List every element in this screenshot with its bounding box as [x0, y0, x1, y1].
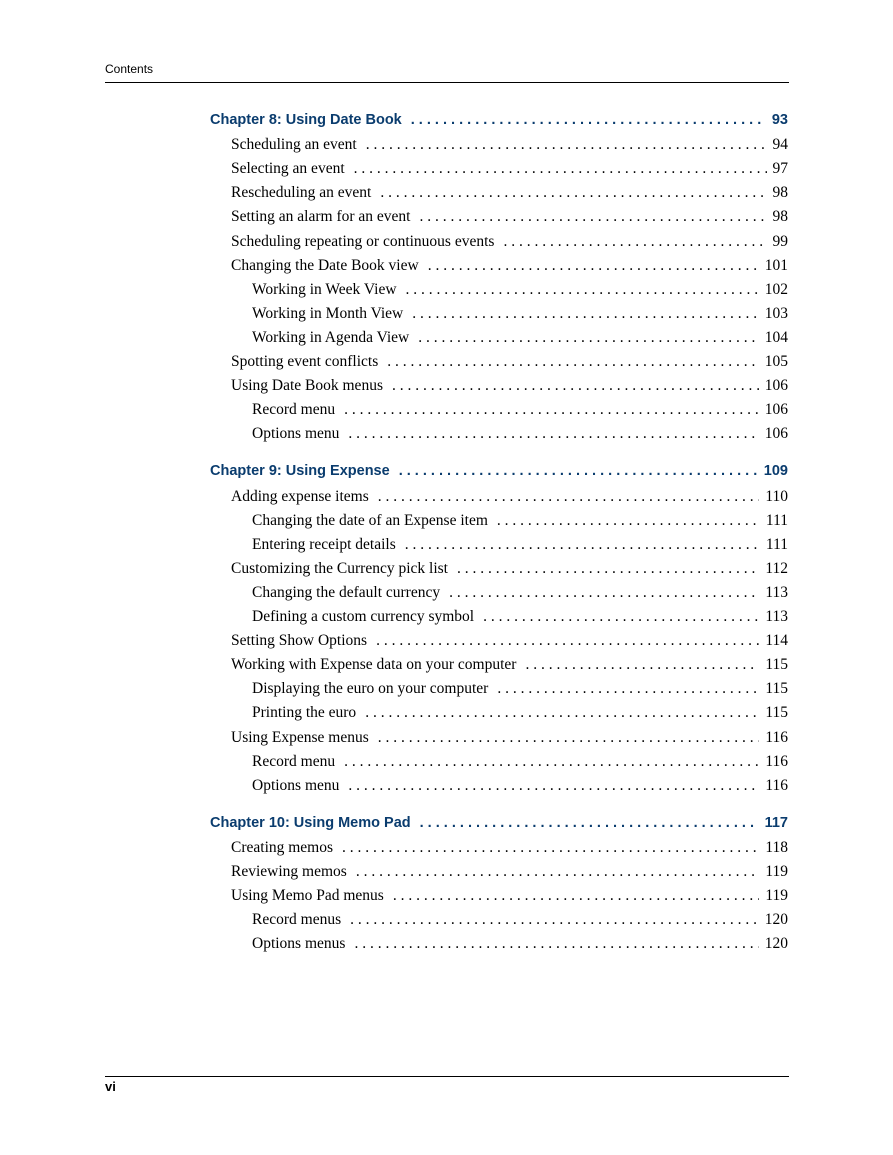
- dot-leader: [344, 401, 759, 419]
- toc-entry-page: 98: [772, 208, 788, 226]
- toc-entry-page: 93: [771, 112, 788, 128]
- toc-entry-page: 98: [772, 184, 788, 202]
- toc-entry-page: 119: [765, 863, 788, 880]
- toc-entry-page: 116: [765, 752, 788, 770]
- toc-entry-title: Setting Show Options: [231, 632, 368, 650]
- dot-leader: [399, 463, 758, 479]
- toc-chapter-entry[interactable]: [210, 112, 788, 134]
- toc-entry[interactable]: [252, 281, 788, 303]
- toc-entry[interactable]: [231, 257, 788, 279]
- dot-leader: [376, 632, 759, 650]
- toc-entry-title: Chapter 10: Using Memo Pad: [210, 814, 411, 831]
- dot-leader: [449, 584, 759, 602]
- toc-entry[interactable]: [231, 560, 788, 582]
- toc-entry[interactable]: [252, 329, 788, 351]
- toc-entry-page: 116: [765, 776, 788, 794]
- toc-entry[interactable]: [252, 608, 788, 630]
- dot-leader: [356, 863, 760, 881]
- toc-entry[interactable]: [231, 632, 788, 654]
- toc-entry-title: Using Date Book menus: [231, 377, 383, 395]
- toc-entry-title: Scheduling repeating or continuous events: [231, 232, 495, 250]
- dot-leader: [483, 608, 759, 626]
- dot-leader: [393, 887, 759, 905]
- toc-entry-title: Creating memos: [231, 838, 334, 856]
- dot-leader: [525, 656, 759, 674]
- dot-leader: [348, 425, 758, 443]
- dot-leader: [411, 112, 766, 128]
- toc-entry-title: Using Memo Pad menus: [231, 887, 384, 905]
- dot-leader: [497, 680, 759, 698]
- toc-entry[interactable]: [231, 208, 788, 230]
- running-head: Contents: [105, 62, 154, 76]
- toc-entry-title: Record menus: [252, 911, 342, 929]
- dot-leader: [350, 911, 759, 929]
- toc-entry[interactable]: [231, 184, 788, 206]
- dot-leader: [348, 777, 759, 795]
- dot-leader: [412, 305, 759, 323]
- dot-leader: [380, 184, 766, 202]
- toc-entry-page: 117: [764, 814, 788, 831]
- toc-entry-page: 103: [764, 304, 788, 322]
- toc-entry-page: 106: [764, 425, 788, 443]
- toc-entry-page: 111: [765, 535, 788, 553]
- toc-entry-title: Rescheduling an event: [231, 184, 372, 202]
- toc-entry-title: Chapter 9: Using Expense: [210, 463, 390, 480]
- dot-leader: [344, 753, 759, 771]
- toc-entry-page: 116: [765, 728, 788, 746]
- toc-entry-page: 115: [765, 656, 788, 674]
- toc-entry[interactable]: [252, 425, 788, 447]
- dot-leader: [378, 729, 760, 747]
- toc-entry-title: Adding expense items: [231, 487, 369, 505]
- toc-entry-title: Customizing the Currency pick list: [231, 559, 448, 577]
- toc-entry[interactable]: [231, 233, 788, 255]
- toc-entry-page: 119: [765, 887, 788, 905]
- dot-leader: [378, 488, 760, 506]
- toc-entry[interactable]: [252, 704, 788, 726]
- toc-entry-title: Changing the Date Book view: [231, 256, 419, 274]
- dot-leader: [420, 815, 759, 831]
- toc-entry[interactable]: [252, 777, 788, 799]
- toc-entry-title: Scheduling an event: [231, 136, 357, 154]
- dot-leader: [419, 208, 766, 226]
- toc-entry-title: Working in Agenda View: [252, 328, 410, 346]
- toc-entry[interactable]: [252, 584, 788, 606]
- toc-entry-title: Chapter 8: Using Date Book: [210, 112, 402, 128]
- toc-entry[interactable]: [252, 305, 788, 327]
- dot-leader: [354, 160, 767, 178]
- toc-entry[interactable]: [252, 680, 788, 702]
- toc-entry-title: Spotting event conflicts: [231, 353, 379, 370]
- toc-entry-page: 113: [765, 583, 788, 601]
- toc-entry-title: Entering receipt details: [252, 535, 396, 553]
- toc-entry[interactable]: [252, 401, 788, 423]
- toc-entry[interactable]: [231, 656, 788, 678]
- dot-leader: [392, 377, 759, 395]
- toc-entry-title: Printing the euro: [252, 704, 357, 722]
- toc-entry-page: 101: [764, 256, 788, 274]
- toc-entry-title: Changing the default currency: [252, 583, 441, 601]
- dot-leader: [406, 281, 759, 299]
- toc-entry-title: Options menu: [252, 776, 340, 794]
- toc-entry-page: 106: [764, 401, 788, 419]
- toc-entry-page: 102: [764, 280, 788, 298]
- toc-entry-page: 111: [765, 511, 788, 529]
- toc-entry[interactable]: [231, 160, 788, 182]
- toc-entry-title: Options menu: [252, 425, 340, 443]
- toc-entry[interactable]: [231, 863, 788, 885]
- toc-entry-page: 114: [765, 632, 788, 650]
- toc-entry-title: Record menu: [252, 401, 336, 419]
- dot-leader: [457, 560, 759, 578]
- dot-leader: [365, 704, 759, 722]
- toc-entry-page: 106: [764, 377, 788, 395]
- toc-entry[interactable]: [231, 136, 788, 158]
- toc-chapter-entry[interactable]: [210, 463, 788, 485]
- toc-entry[interactable]: [231, 887, 788, 909]
- toc-entry[interactable]: [252, 935, 788, 957]
- dot-leader: [503, 233, 766, 251]
- toc-entry-title: Displaying the euro on your computer: [252, 680, 489, 698]
- toc-entry[interactable]: [231, 729, 788, 751]
- toc-entry-title: Working in Month View: [252, 304, 404, 322]
- dot-leader: [354, 935, 758, 953]
- toc-entry[interactable]: [231, 839, 788, 861]
- toc-entry[interactable]: [231, 488, 788, 510]
- toc-entry-title: Changing the date of an Expense item: [252, 511, 488, 529]
- page-number: vi: [105, 1079, 116, 1094]
- toc-entry-page: 112: [765, 559, 788, 577]
- toc-entry-page: 115: [765, 704, 788, 722]
- toc-entry-page: 94: [772, 136, 788, 154]
- toc-entry-page: 113: [765, 608, 788, 625]
- toc-entry-page: 115: [765, 680, 788, 698]
- toc-entry-title: Options menus: [252, 935, 346, 953]
- toc-entry-page: 99: [772, 232, 788, 250]
- toc-entry-page: 110: [765, 487, 788, 505]
- dot-leader: [428, 257, 759, 275]
- dot-leader: [418, 329, 759, 347]
- toc-entry-title: Setting an alarm for an event: [231, 208, 411, 226]
- dot-leader: [366, 136, 767, 154]
- toc-entry-title: Using Expense menus: [231, 728, 369, 746]
- dot-leader: [405, 536, 760, 554]
- toc-entry[interactable]: [231, 353, 788, 375]
- toc-entry-title: Working with Expense data on your computer: [231, 656, 517, 674]
- dot-leader: [342, 839, 759, 857]
- toc-entry-page: 104: [764, 328, 788, 346]
- toc-chapter-entry[interactable]: [210, 815, 788, 837]
- toc-entry[interactable]: [252, 536, 788, 558]
- toc-entry[interactable]: [252, 753, 788, 775]
- toc-entry-page: 97: [772, 160, 788, 178]
- toc-entry-title: Reviewing memos: [231, 863, 347, 880]
- toc-entry[interactable]: [231, 377, 788, 399]
- toc-entry-title: Record menu: [252, 752, 336, 770]
- toc-entry-page: 120: [764, 935, 788, 953]
- toc-entry-page: 109: [763, 463, 788, 480]
- toc-entry[interactable]: [252, 911, 788, 933]
- toc-entry-title: Selecting an event: [231, 160, 345, 178]
- toc-entry-title: Working in Week View: [252, 280, 397, 298]
- dot-leader: [387, 353, 759, 371]
- footer-rule: [105, 1076, 789, 1077]
- dot-leader: [497, 512, 760, 530]
- toc-entry-title: Defining a custom currency symbol: [252, 608, 475, 625]
- toc-entry[interactable]: [252, 512, 788, 534]
- toc-entry-page: 105: [764, 353, 788, 370]
- toc-entry-page: 118: [765, 838, 788, 856]
- toc-entry-page: 120: [764, 911, 788, 929]
